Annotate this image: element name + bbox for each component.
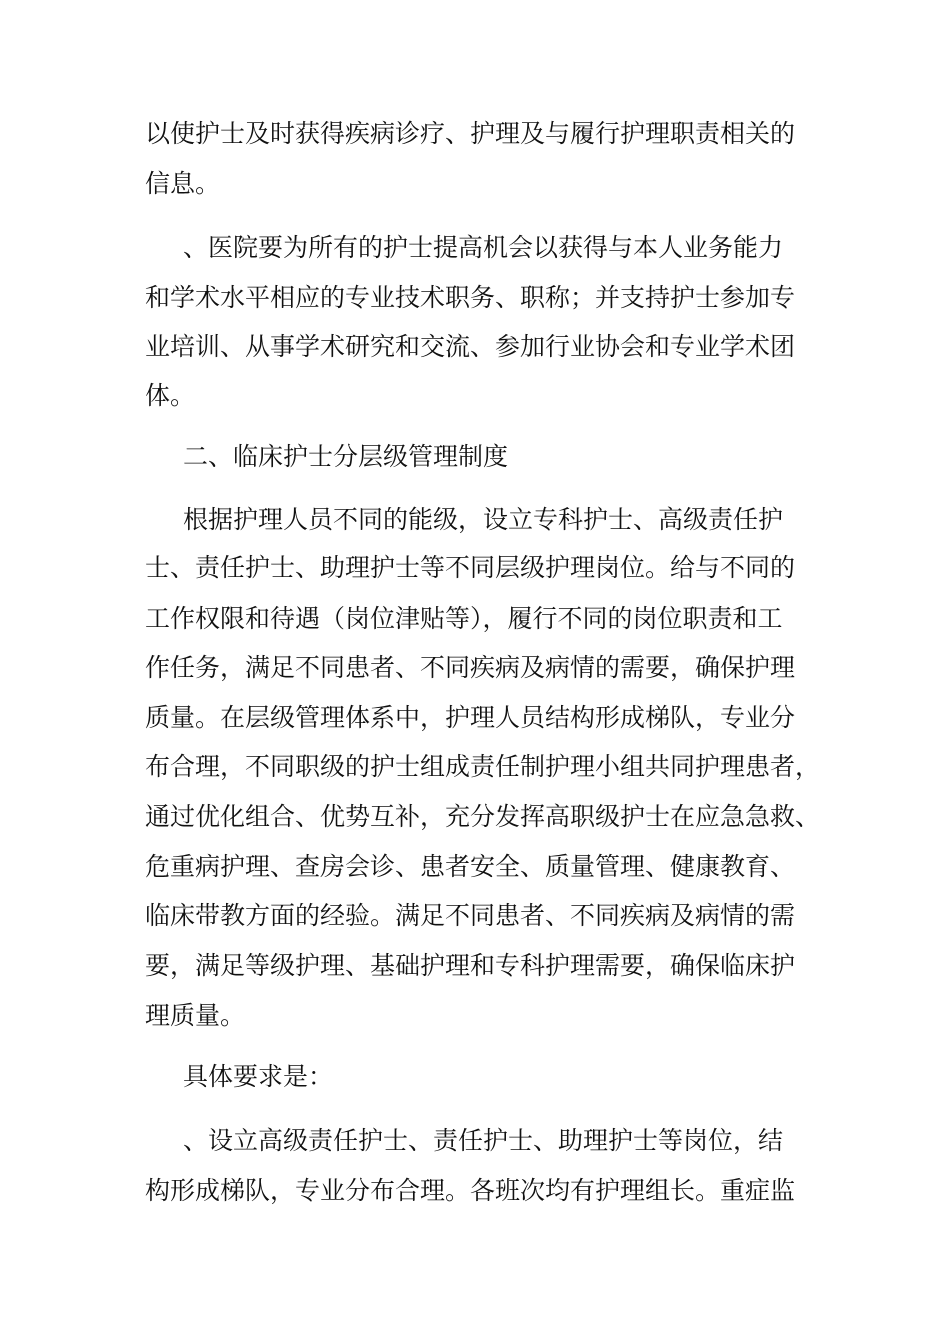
text-line-18: 理质量。 (145, 1001, 246, 1030)
text-line-13: 布合理，不同职级的护士组成责任制护理小组共同护理患者， (145, 752, 821, 781)
text-line-6: 体。 (145, 381, 196, 410)
text-line-15: 危重病护理、查房会诊、患者安全、质量管理、健康教育、 (145, 852, 796, 881)
text-line-8: 根据护理人员不同的能级，设立专科护士、高级责任护 (183, 505, 784, 534)
text-line-1: 以使护士及时获得疾病诊疗、护理及与履行护理职责相关的 (145, 119, 796, 148)
text-line-10: 工作权限和待遇（岗位津贴等），履行不同的岗位职责和工 (145, 604, 783, 633)
text-line-9: 士、责任护士、助理护士等不同层级护理岗位。给与不同的 (145, 553, 796, 582)
text-line-19: 具体要求是： (183, 1062, 334, 1091)
text-line-4: 和学术水平相应的专业技术职务、职称；并支持护士参加专 (145, 283, 796, 312)
text-line-17: 要，满足等级护理、基础护理和专科护理需要，确保临床护 (145, 951, 796, 980)
text-line-3: 、医院要为所有的护士提高机会以获得与本人业务能力 (183, 233, 784, 262)
text-line-16: 临床带教方面的经验。满足不同患者、不同疾病及病情的需 (145, 901, 796, 930)
text-line-12: 质量。在层级管理体系中，护理人员结构形成梯队，专业分 (145, 703, 796, 732)
text-line-11: 作任务，满足不同患者、不同疾病及病情的需要，确保护理 (145, 653, 796, 682)
text-line-5: 业培训、从事学术研究和交流、参加行业协会和专业学术团 (145, 332, 796, 361)
text-line-21: 构形成梯队，专业分布合理。各班次均有护理组长。重症监 (145, 1176, 796, 1205)
text-line-14: 通过优化组合、优势互补，充分发挥高职级护士在应急急救、 (145, 802, 821, 831)
text-line-2: 信息。 (145, 169, 221, 198)
text-line-20: 、设立高级责任护士、责任护士、助理护士等岗位，结 (183, 1126, 784, 1155)
section-heading: 二、临床护士分层级管理制度 (183, 442, 509, 471)
